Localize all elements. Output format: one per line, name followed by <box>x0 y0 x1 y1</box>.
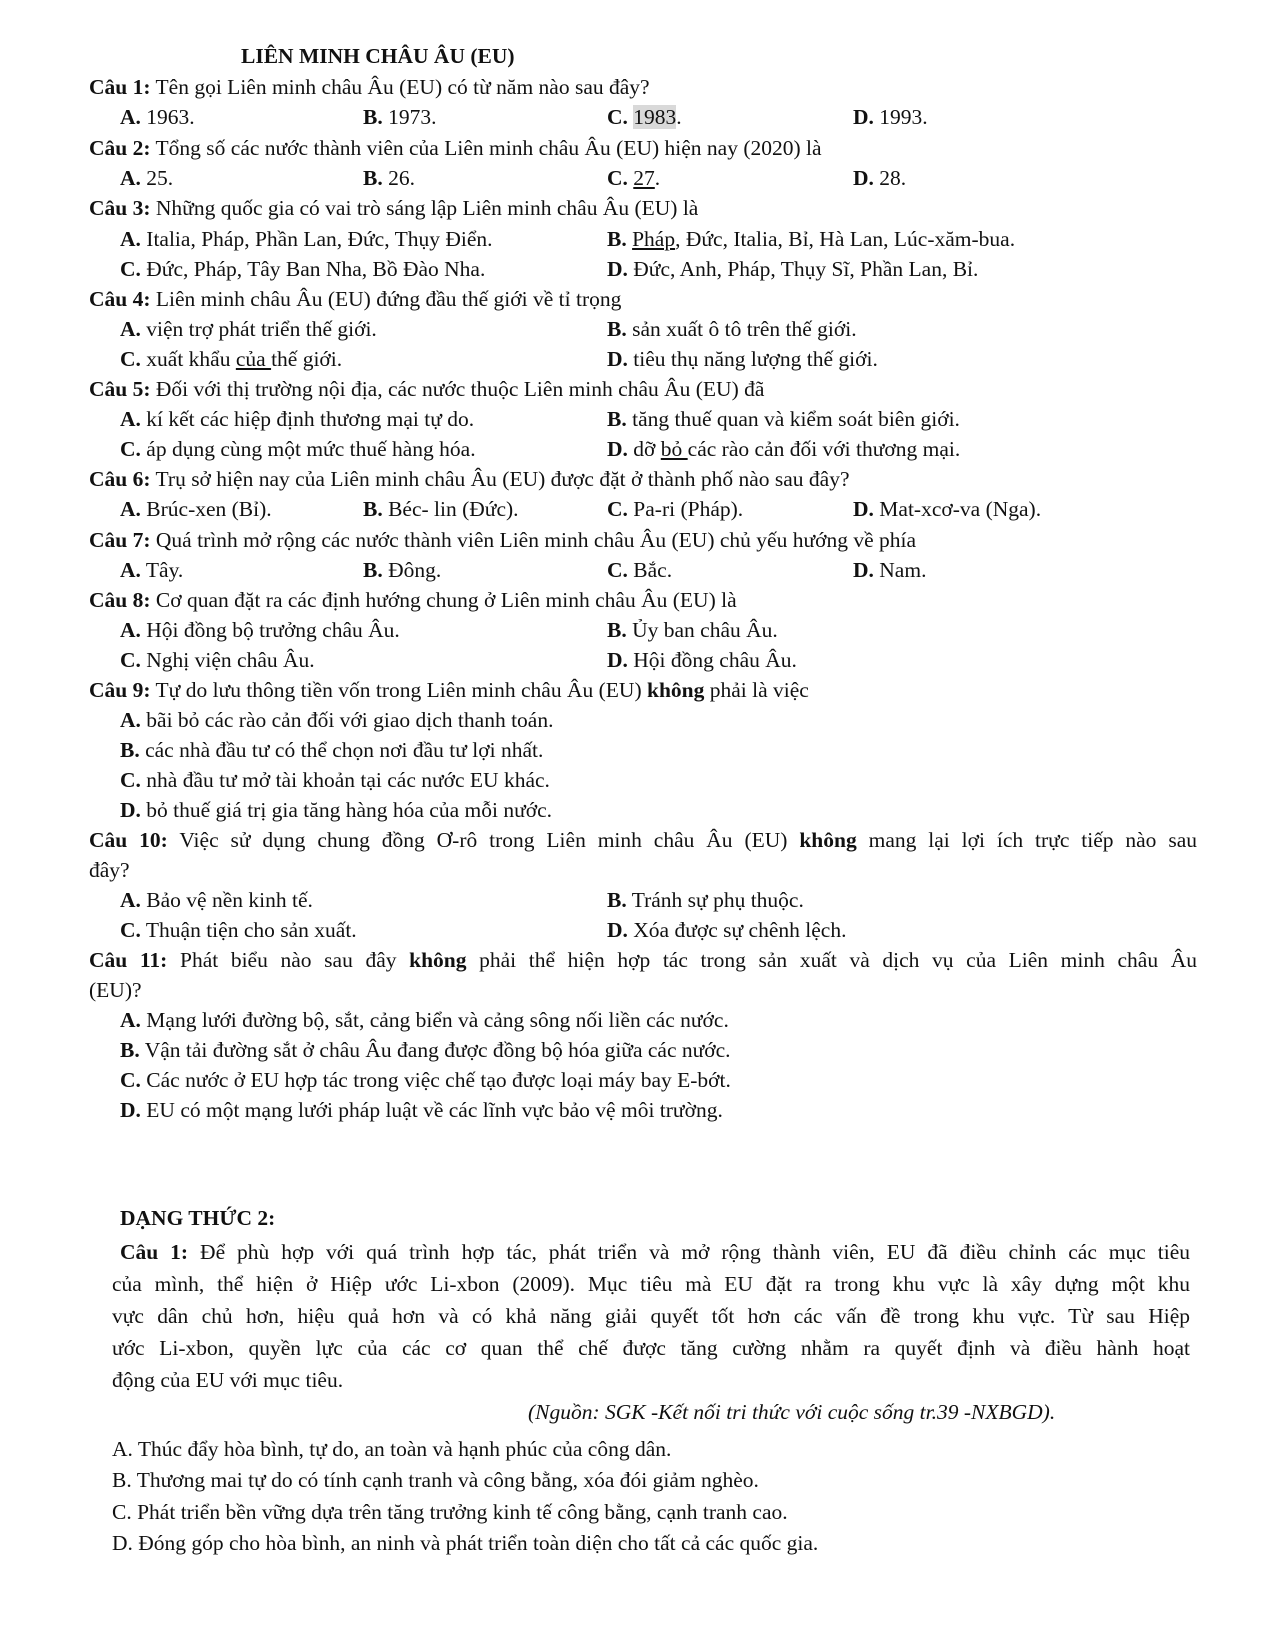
option-b <box>607 618 778 642</box>
underlined-answer: bỏ <box>660 437 688 461</box>
option-d <box>120 798 552 822</box>
question-text: Tên gọi Liên minh châu Âu (EU) có từ năm nào sau đây? <box>155 75 650 99</box>
option-letter: C. <box>607 105 628 129</box>
option-d <box>607 918 846 942</box>
option-a <box>120 618 400 642</box>
option-a <box>120 407 474 431</box>
option-suffix: , Đức, Italia, Bỉ, Hà Lan, Lúc-xăm-bua. <box>675 227 1016 251</box>
option-text: tăng thuế quan và kiểm soát biên giới. <box>632 407 960 431</box>
option-letter: D. <box>120 798 141 822</box>
option-a <box>120 708 553 732</box>
option-letter: A. <box>120 105 141 129</box>
option-b <box>120 738 543 762</box>
question-text: Tổng số các nước thành viên của Liên minh châu Âu (EU) hiện nay (2020) là <box>155 136 822 160</box>
passage-line: của mình, thể hiện ở Hiệp ước Li-xbon (2009). Mục tiêu mà EU đặt ra trong khu vực là xây dựng một khu <box>112 1272 1190 1296</box>
option-letter: C. <box>120 918 141 942</box>
option-suffix: thế giới. <box>271 347 343 371</box>
option-letter: D. <box>853 166 874 190</box>
option-text: 26. <box>388 166 415 190</box>
underlined-answer: Pháp <box>632 227 676 251</box>
option-letter: A. <box>120 317 141 341</box>
option-c <box>120 1068 731 1092</box>
option-text: Đức, Pháp, Tây Ban Nha, Bồ Đào Nha. <box>146 257 486 281</box>
question-text: Tự do lưu thông tiền vốn trong Liên minh châu Âu (EU) <box>155 678 647 702</box>
option-b: B. Thương mai tự do có tính cạnh tranh và công bằng, xóa đói giảm nghèo. <box>112 1468 759 1492</box>
option-letter: B. <box>607 618 627 642</box>
option-text: Italia, Pháp, Phần Lan, Đức, Thụy Điển. <box>146 227 493 251</box>
option-a <box>120 227 493 251</box>
option-c: C. Phát triển bền vững dựa trên tăng trưởng kinh tế công bằng, cạnh tranh cao. <box>112 1500 788 1524</box>
option-b <box>607 227 1015 251</box>
option-a <box>120 1008 729 1032</box>
option-letter: A. <box>120 1008 141 1032</box>
option-letter: D. <box>607 437 628 461</box>
option-d <box>607 437 960 461</box>
question-11-continuation: (EU)? <box>89 978 142 1002</box>
option-letter: D. <box>607 648 628 672</box>
option-suffix: . <box>654 166 661 190</box>
option-letter: A. <box>120 227 141 251</box>
question-text: mang lại lợi ích trực tiếp nào sau <box>856 828 1197 852</box>
question-label: Câu 2: <box>89 136 151 160</box>
option-letter: D. <box>607 918 628 942</box>
option-c <box>120 648 315 672</box>
question-5 <box>89 377 764 401</box>
option-letter: B. <box>120 1038 140 1062</box>
option-a: A. Thúc đẩy hòa bình, tự do, an toàn và hạnh phúc của công dân. <box>112 1437 672 1461</box>
option-letter: C. <box>607 166 628 190</box>
option-letter: B. <box>363 497 383 521</box>
option-text: Nghị viện châu Âu. <box>146 648 315 672</box>
emphasis-text: không <box>409 948 467 972</box>
emphasis-text: không <box>799 828 857 852</box>
question-text: phải là việc <box>704 678 809 702</box>
option-text: Xóa được sự chênh lệch. <box>633 918 847 942</box>
option-letter: D. <box>607 257 628 281</box>
option-text: Nam. <box>879 558 927 582</box>
option-text: dỡ <box>633 437 661 461</box>
option-letter: B. <box>363 105 383 129</box>
option-text: 1963. <box>146 105 195 129</box>
option-letter: B. <box>607 227 627 251</box>
option-text: Mạng lưới đường bộ, sắt, cảng biển và cảng sông nối liền các nước. <box>146 1008 729 1032</box>
option-c <box>120 257 485 281</box>
option-b <box>607 888 804 912</box>
question-text: Quá trình mở rộng các nước thành viên Liên minh châu Âu (EU) chủ yếu hướng về phía <box>155 528 917 552</box>
option-b <box>363 497 519 521</box>
option-letter: A. <box>120 708 141 732</box>
option-suffix: . <box>676 105 682 129</box>
question-text: Cơ quan đặt ra các định hướng chung ở Liên minh châu Âu (EU) là <box>155 588 737 612</box>
option-b <box>120 1038 731 1062</box>
option-letter: C. <box>607 497 628 521</box>
option-c <box>607 558 672 582</box>
option-suffix: các rào cản đối với thương mại. <box>687 437 961 461</box>
option-text: Thuận tiện cho sản xuất. <box>145 918 357 942</box>
question-label: Câu 10: <box>89 828 168 852</box>
passage-line: vực dân chủ hơn, hiệu quả hơn và có khả năng giải quyết tốt hơn các vấn đề trong khu vực. Từ sau Hiệp <box>112 1304 1190 1328</box>
question-text: Phát biểu nào sau đây <box>179 948 410 972</box>
question-text: Đối với thị trường nội địa, các nước thuộc Liên minh châu Âu (EU) đã <box>155 377 765 401</box>
question-text: Liên minh châu Âu (EU) đứng đầu thế giới về tỉ trọng <box>155 287 622 311</box>
question-6 <box>89 467 850 491</box>
option-letter: B. <box>120 738 140 762</box>
option-letter: D. <box>853 497 874 521</box>
question-4 <box>89 287 621 311</box>
option-text: 1973. <box>388 105 437 129</box>
option-text: bãi bỏ các rào cản đối với giao dịch thanh toán. <box>146 708 554 732</box>
option-a <box>120 558 183 582</box>
question-text: phải thể hiện hợp tác trong sản xuất và dịch vụ của Liên minh châu Âu <box>466 948 1197 972</box>
question-11 <box>89 948 1197 972</box>
option-letter: B. <box>607 888 627 912</box>
option-c <box>120 918 357 942</box>
question-label: Câu 1: <box>120 1240 189 1264</box>
passage-line <box>120 1240 1190 1264</box>
option-letter: D. <box>853 105 874 129</box>
option-letter: D. <box>853 558 874 582</box>
option-d <box>853 105 928 129</box>
option-letter: C. <box>120 347 141 371</box>
question-label: Câu 11: <box>89 948 168 972</box>
option-text: các nhà đầu tư có thể chọn nơi đầu tư lợi nhất. <box>145 738 544 762</box>
option-letter: B. <box>607 317 627 341</box>
option-text: xuất khẩu <box>146 347 236 371</box>
option-a <box>120 497 272 521</box>
option-text: Béc- lin (Đức). <box>388 497 519 521</box>
option-letter: B. <box>607 407 627 431</box>
option-text: 1993. <box>879 105 928 129</box>
option-text: Các nước ở EU hợp tác trong việc chế tạo được loại máy bay E-bớt. <box>146 1068 731 1092</box>
question-label: Câu 4: <box>89 287 151 311</box>
option-d <box>120 1098 723 1122</box>
option-a <box>120 166 173 190</box>
option-b <box>607 317 857 341</box>
option-text: Pa-ri (Pháp). <box>633 497 744 521</box>
option-c <box>120 768 550 792</box>
question-text: Việc sử dụng chung đồng Ơ-rô trong Liên minh châu Âu (EU) <box>179 828 800 852</box>
option-letter: D. <box>607 347 628 371</box>
highlighted-answer: 1983 <box>633 105 677 129</box>
option-text: bỏ thuế giá trị gia tăng hàng hóa của mỗi nước. <box>146 798 553 822</box>
question-1 <box>89 75 650 99</box>
option-letter: B. <box>363 166 383 190</box>
option-d <box>607 257 978 281</box>
question-text: Trụ sở hiện nay của Liên minh châu Âu (EU) được đặt ở thành phố nào sau đây? <box>155 467 850 491</box>
option-b <box>363 558 441 582</box>
question-10-continuation: đây? <box>89 858 130 882</box>
option-a <box>120 317 377 341</box>
underlined-answer: 27 <box>633 166 655 190</box>
option-c <box>607 497 743 521</box>
option-letter: A. <box>120 618 141 642</box>
option-letter: C. <box>120 437 141 461</box>
question-3 <box>89 196 698 220</box>
option-letter: C. <box>120 1068 141 1092</box>
option-letter: A. <box>120 888 141 912</box>
page-title: LIÊN MINH CHÂU ÂU (EU) <box>241 44 515 68</box>
option-d <box>853 497 1041 521</box>
option-letter: A. <box>120 497 141 521</box>
option-text: áp dụng cùng một mức thuế hàng hóa. <box>146 437 476 461</box>
passage-line: ước Li-xbon, quyền lực của các cơ quan thể chế được tăng cường nhằm ra quyết định và điều hành hoạt <box>112 1336 1190 1360</box>
question-text: Những quốc gia có vai trò sáng lập Liên minh châu Âu (EU) là <box>155 196 699 220</box>
option-letter: C. <box>120 768 141 792</box>
question-9 <box>89 678 809 702</box>
option-text: Đức, Anh, Pháp, Thụy Sĩ, Phần Lan, Bỉ. <box>633 257 979 281</box>
question-label: Câu 5: <box>89 377 151 401</box>
question-8 <box>89 588 737 612</box>
question-label: Câu 8: <box>89 588 151 612</box>
option-letter: A. <box>120 407 141 431</box>
option-c <box>120 347 342 371</box>
option-d <box>607 347 878 371</box>
passage-text: Để phù hợp với quá trình hợp tác, phát triển và mở rộng thành viên, EU đã điều chỉnh các mục tiêu <box>200 1240 1190 1264</box>
option-d <box>853 558 926 582</box>
option-text: viện trợ phát triển thế giới. <box>146 317 377 341</box>
option-text: Đông. <box>388 558 442 582</box>
option-text: Bảo vệ nền kinh tế. <box>146 888 313 912</box>
option-c <box>607 166 660 190</box>
option-letter: C. <box>607 558 628 582</box>
option-d <box>853 166 906 190</box>
question-label: Câu 7: <box>89 528 151 552</box>
option-text: 28. <box>879 166 907 190</box>
option-text: Vận tải đường sắt ở châu Âu đang được đồng bộ hóa giữa các nước. <box>144 1038 731 1062</box>
option-text: Hội đồng châu Âu. <box>633 648 797 672</box>
passage-line: động của EU với mục tiêu. <box>112 1368 344 1392</box>
option-letter: A. <box>120 166 141 190</box>
option-letter: D. <box>120 1098 141 1122</box>
question-2 <box>89 136 822 160</box>
option-text: Tây. <box>145 558 184 582</box>
option-d: D. Đóng góp cho hòa bình, an ninh và phát triển toàn diện cho tất cả các quốc gia. <box>112 1531 819 1555</box>
option-a <box>120 888 313 912</box>
question-label: Câu 1: <box>89 75 151 99</box>
option-d <box>607 648 797 672</box>
option-text: nhà đầu tư mở tài khoản tại các nước EU khác. <box>146 768 550 792</box>
option-letter: A. <box>120 558 141 582</box>
option-letter: B. <box>363 558 383 582</box>
emphasis-text: không <box>646 678 705 702</box>
option-b <box>363 166 415 190</box>
underlined-answer: của <box>235 347 272 371</box>
option-text: 25. <box>146 166 174 190</box>
question-10 <box>89 828 1197 852</box>
option-text: sản xuất ô tô trên thế giới. <box>632 317 857 341</box>
option-text: kí kết các hiệp định thương mại tự do. <box>146 407 475 431</box>
option-text: Hội đồng bộ trưởng châu Âu. <box>146 618 400 642</box>
option-text: Ủy ban châu Âu. <box>632 618 778 642</box>
option-letter: C. <box>120 648 141 672</box>
section-heading: DẠNG THỨC 2: <box>120 1206 276 1230</box>
option-a <box>120 105 195 129</box>
question-7 <box>89 528 916 552</box>
question-label: Câu 3: <box>89 196 151 220</box>
option-text: Brúc-xen (Bỉ). <box>146 497 272 521</box>
option-text: EU có một mạng lưới pháp luật về các lĩnh vực bảo vệ môi trường. <box>146 1098 723 1122</box>
option-b <box>363 105 436 129</box>
option-text: tiêu thụ năng lượng thế giới. <box>633 347 878 371</box>
option-text: Bắc. <box>633 558 673 582</box>
question-label: Câu 6: <box>89 467 151 491</box>
option-text: Tránh sự phụ thuộc. <box>631 888 804 912</box>
option-letter: C. <box>120 257 141 281</box>
option-b <box>607 407 960 431</box>
source-citation: (Nguồn: SGK -Kết nối tri thức với cuộc sống tr.39 -NXBGD). <box>528 1400 1056 1424</box>
option-c <box>120 437 476 461</box>
option-text: Mat-xcơ-va (Nga). <box>879 497 1042 521</box>
option-c <box>607 105 682 129</box>
question-label: Câu 9: <box>89 678 151 702</box>
